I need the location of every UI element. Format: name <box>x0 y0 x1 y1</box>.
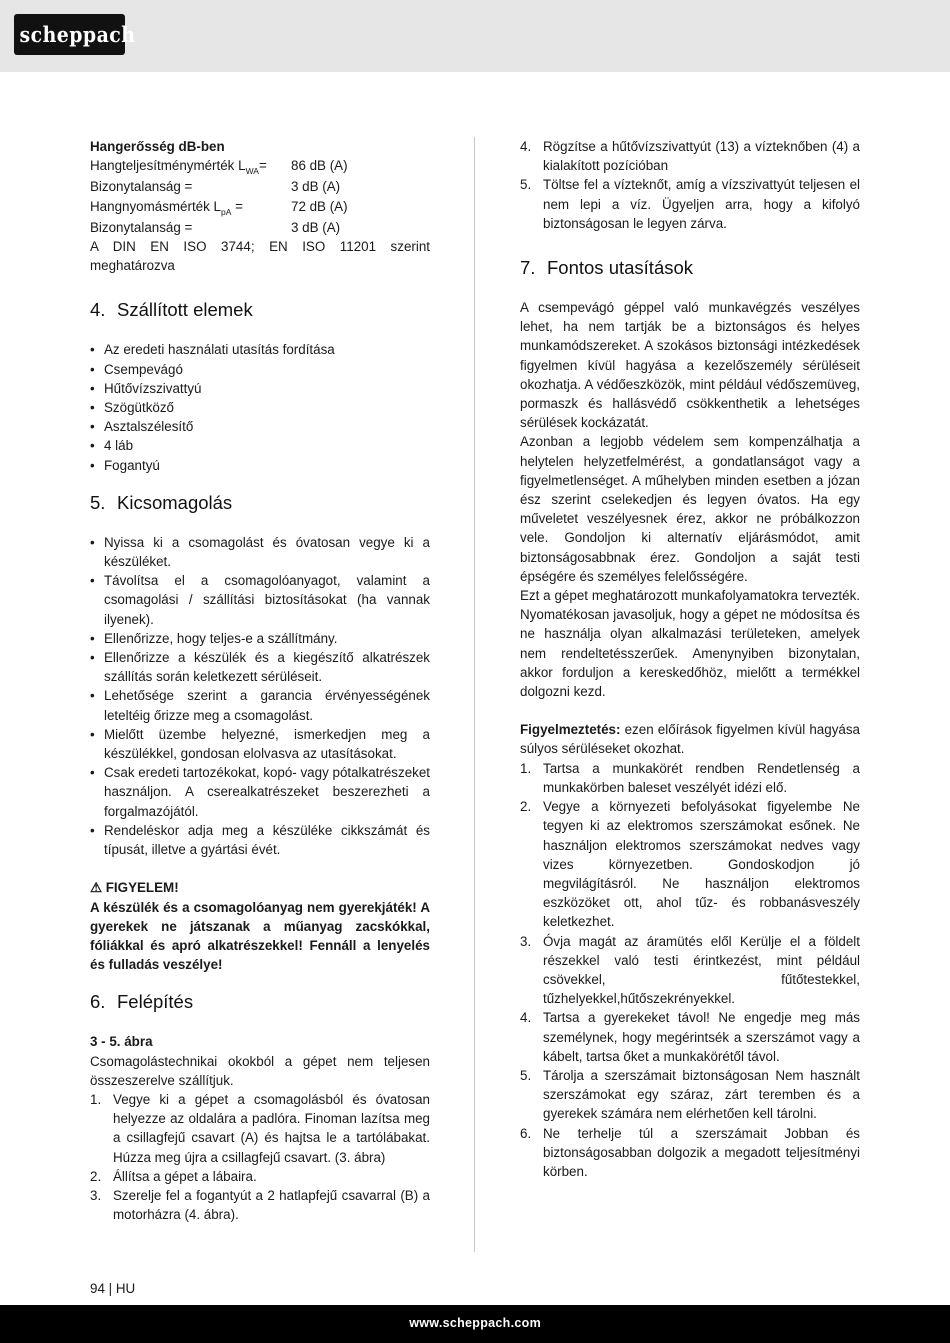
numbered-item <box>520 759 860 797</box>
header-bar <box>0 0 950 72</box>
right-column <box>520 137 860 1181</box>
list-item: • Hűtővízszivattyú <box>90 379 430 398</box>
item-text: Vegye a környezeti befolyásokat figyelembe Ne tegyen ki az elektromos szerszámokat esőnek. Ne használjon elektromos szerszámokat nedves vagy vizes környezetben. Gondoskodjon jó megvilágításról. Ne használjon elektromos eszközöket ott, ahol tűz- és robbanásveszély keletkezhet. <box>543 799 860 930</box>
numbered-item <box>520 137 860 175</box>
noise-title: Hangerősség dB-ben <box>90 139 225 154</box>
item-text: Tartsa a munkakörét rendben Rendetlenség a munkakörben baleset veszélyét idézi elő. <box>543 760 860 795</box>
list-item: • Csempevágó <box>90 360 430 379</box>
spec-value: 3 dB (A) <box>291 179 341 195</box>
numbered-item <box>90 1167 430 1186</box>
item-number: 4. <box>520 1010 532 1026</box>
figure-reference: 3 - 5. ábra <box>90 1034 153 1050</box>
assembly-steps-continued <box>520 137 860 233</box>
spec-subscript: pA <box>221 206 232 217</box>
section-heading-5: 5. Kicsomagolás <box>90 491 233 513</box>
spec-label: Hangteljesítménymérték $L_{WA}=$ <box>90 158 267 177</box>
spec-row <box>90 218 430 237</box>
noise-note: A DIN EN ISO 3744; EN ISO 11201 szerint meghatározva <box>90 239 430 274</box>
item-number: 5. <box>520 1067 532 1083</box>
section-heading-7: 7. Fontos utasítások <box>520 257 694 279</box>
section-heading-6: 6. Felépítés <box>90 991 194 1013</box>
assembly-intro: Csomagolástechnikai okokból a gépet nem teljesen összeszerelve szállítjuk. <box>90 1053 430 1088</box>
assembly-steps <box>90 1090 430 1224</box>
list-item: • Asztalszélesítő <box>90 417 430 436</box>
item-text: Rögzítse a hűtővízszivattyút (13) a vízteknőben (4) a kialakított pozícióban <box>543 139 860 174</box>
numbered-item <box>520 1124 860 1182</box>
warning-body: A készülék és a csomagolóanyag nem gyerekjáték! A gyerekek ne játszanak a műanyag zacskókkal, fóliákkal és apró alkatrészekkel! Fennáll a lenyelés és fulladás veszélye! <box>90 899 430 973</box>
spec-value: 3 dB (A) <box>291 219 341 235</box>
item-number: 6. <box>520 1125 532 1141</box>
item-number: 1. <box>90 1091 102 1107</box>
column-divider <box>474 137 475 1252</box>
item-number: 2. <box>520 799 532 815</box>
item-text: Tárolja a szerszámait biztonságosan Nem használt szerszámokat egy száraz, zárt teremben és a gyerekek számára nem elérhetően kell tárolni. <box>543 1067 860 1122</box>
supplied-items-list <box>90 340 430 474</box>
unpacking-list <box>90 533 430 859</box>
list-item: • Csak eredeti tartozékokat, kopó- vagy pótalkatrészeket használjon. A cserealkatrészeket beszerezheti a forgalmazójától. <box>90 763 430 821</box>
list-item: • Ellenőrizze a készülék és a kiegészítő alkatrészek szállítás során keletkezett sérüléseit. <box>90 648 430 686</box>
item-text: Állítsa a gépet a lábaira. <box>113 1168 257 1184</box>
numbered-item <box>520 1066 860 1124</box>
list-item: • Az eredeti használati utasítás fordítása <box>90 340 430 359</box>
logo-text: scheppach <box>19 22 136 47</box>
list-item: • Szögütköző <box>90 398 430 417</box>
left-column <box>90 137 430 1224</box>
list-item: • Ellenőrizze, hogy teljes-e a szállítmány. <box>90 629 430 648</box>
spec-row <box>90 156 430 177</box>
warning-heading: ⚠ FIGYELEM! <box>90 880 179 896</box>
scheppach-logo <box>14 14 136 55</box>
numbered-item <box>520 175 860 233</box>
spec-value: 86 dB (A) <box>291 158 348 174</box>
spec-row <box>90 177 430 196</box>
section-heading-4: 4. Szállított elemek <box>90 299 253 321</box>
item-number: 2. <box>90 1168 102 1184</box>
important-paragraph-3: Ezt a gépet meghatározott munkafolyamatokra tervezték. Nyomatékosan javasoljuk, hogy a gépet ne módosítsa és ne használja olyan alkalmazási területeken, amelyek nem rendeltetésszerűek. Amenynyiben bizonytalan, akkor forduljon a kereskedőhöz, mielőtt a termékkel dolgozni kezd. <box>520 588 860 700</box>
important-paragraph-1: A csempevágó géppel való munkavégzés veszélyes lehet, ha nem tartják be a biztonságos és helyes munkamódszereket. A szokásos biztonsági intézkedések figyelmen kívül hagyása a kezelőszemély sérüléseit okozhatja. A védőeszközök, mint például védőszemüveg, pormaszk és hallásvédő csökkenthetik a lehetséges sérülések kockázatát. <box>520 300 860 431</box>
spec-label: Bizonytalanság = <box>90 179 193 195</box>
list-item: • Rendeléskor adja meg a készüléke cikkszámát és típusát, illetve a gyártási évét. <box>90 821 430 859</box>
important-paragraph-2: Azonban a legjobb védelem sem kompenzálhatja a helytelen helyzetfelmérést, a gondatlanságot vagy a figyelmetlenséget. A műhelyben minden esetben a józan ész szerint cselekedjen és legyen óvatos. Ha egy műveletet veszélyesnek érez, akkor ne próbálkozzon vele. Gondoljon ki alternatív eljárásmódot, amit biztonságosabbnak érez. Gondoljon a saját testi épségére és személyes felelősségére. <box>520 434 860 584</box>
item-text: Tartsa a gyerekeket távol! Ne engedje meg más személynek, hogy megérintsék a szerszámot vagy a kábelt, tartsa őket a munkakörétől távol. <box>543 1010 860 1064</box>
item-number: 3. <box>90 1187 102 1203</box>
item-text: Óvja magát az áramütés elől Kerülje el a földelt részekkel való testi érintkezést, mint például csövekkel, fűtőtestekkel, tűzhelyekkel,hűtőszekrényekkel. <box>543 933 860 1007</box>
safety-rules-list <box>520 759 860 1181</box>
numbered-item <box>90 1090 430 1167</box>
item-number: 4. <box>520 139 532 154</box>
spec-value: 72 dB (A) <box>291 198 348 214</box>
item-number: 1. <box>520 760 532 776</box>
list-item: • Távolítsa el a csomagolóanyagot, valamint a csomagolási / szállítási biztosításokat (ha vannak ilyenek). <box>90 571 430 629</box>
numbered-item <box>520 1008 860 1066</box>
numbered-item <box>90 1186 430 1224</box>
list-item: • Lehetősége szerint a garancia érvényességének leteltéig őrizze meg a csomagolást. <box>90 686 430 724</box>
spec-label: Bizonytalanság = <box>90 219 193 235</box>
item-number: 3. <box>520 933 532 949</box>
warning-note: Figyelmeztetés: ezen előírások figyelmen kívül hagyása súlyos sérüléseket okozhat. <box>520 722 860 757</box>
page-number: 94 | HU <box>90 1281 136 1296</box>
numbered-item <box>520 932 860 1009</box>
website-url[interactable]: www.scheppach.com <box>409 1316 541 1330</box>
spec-label: Hangnyomásmérték $L_{pA}$ = <box>90 198 243 217</box>
item-number: 5. <box>520 177 532 193</box>
footer-bar <box>0 1305 950 1343</box>
noise-spec-table <box>90 156 430 237</box>
list-item: • Nyissa ki a csomagolást és óvatosan vegye ki a készüléket. <box>90 533 430 571</box>
item-text: Szerelje fel a fogantyút a 2 hatlapfejű csavarral (B) a motorházra (4. ábra). <box>113 1187 430 1223</box>
warning-triangle-icon: ⚠ <box>90 880 103 896</box>
spec-row <box>90 197 430 218</box>
item-text: Töltse fel a vízteknőt, amíg a vízszivattyút teljesen el nem lepi a víz. Ügyeljen arra, hogy a kifolyó biztonságosan le legyen zárva. <box>543 177 860 231</box>
numbered-item <box>520 797 860 931</box>
list-item: • 4 láb <box>90 436 430 455</box>
item-text: Ne terhelje túl a szerszámait Jobban és biztonságosabban dolgozik a megadott teljesítményi körben. <box>543 1125 860 1179</box>
list-item: • Fogantyú <box>90 456 430 475</box>
item-text: Vegye ki a gépet a csomagolásból és óvatosan helyezze az oldalára a padlóra. Finoman lazítsa meg a csillagfejű csavart (A) és hajtsa le a tartólábakat. Húzza meg újra a csillagfejű csavart. (3. ábra) <box>113 1091 430 1165</box>
spec-subscript: WA <box>245 166 259 177</box>
list-item: • Mielőtt üzembe helyezné, ismerkedjen meg a készülékkel, gondosan elolvasva az utasításokat. <box>90 725 430 763</box>
